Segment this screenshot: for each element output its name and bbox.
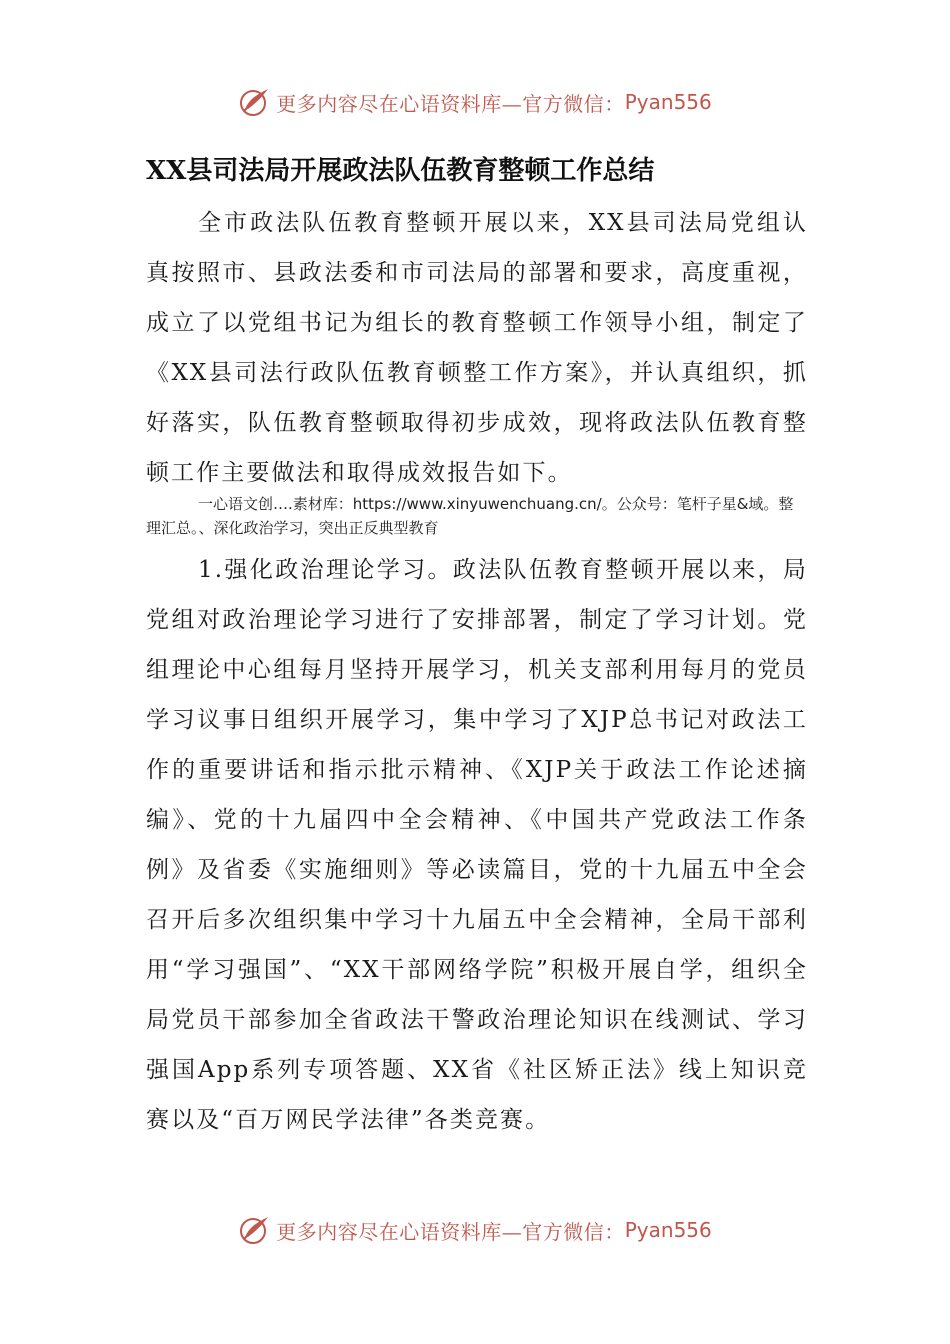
header-banner — [0, 82, 950, 122]
wechat-id: Pyan556 — [624, 90, 712, 114]
footer-banner — [0, 1210, 950, 1250]
pen-logo-icon — [238, 85, 272, 119]
study-paragraph: 1.强化政治理论学习。政法队伍教育整顿开展以来，局党组对政治理论学习进行了安排部署，制定了学习计划。党组理论中心组每月坚持开展学习，机关支部利用每月的党员学习议事日组织开展学习，集中学习了XJP总书记对政法工作的重要讲话和指示批示精神、《XJP关于政法工作论述摘编》、党的十九届四中全会精神、《中国共产党政法工作条例》及省委《实施细则》等必读篇目，党的十九届五中全会召开后多次组织集中学习十九届五中全会精神，全局干部利用“学习强国”、“XX干部网络学院”积极开展自学，组织全局党员干部参加全省政法干警政治理论知识在线测试、学习强国App系列专项答题、XX省《社区矫正法》线上知识竞赛以及“百万网民学法律”各类竞赛。 — [146, 557, 808, 1133]
banner-text: 更多内容尽在心语资料库—官方微信： — [276, 1219, 625, 1244]
pen-logo-icon — [238, 1213, 272, 1247]
wechat-id: Pyan556 — [624, 1218, 712, 1242]
source-note: 一心语文创….素材库：https://www.xinyuwenchuang.cn/。公众号：笔杆子星&域。整理汇总。、深化政治学习，突出正反典型教育 — [146, 495, 794, 537]
banner-text: 更多内容尽在心语资料库—官方微信： — [276, 91, 625, 116]
intro-paragraph: 全市政法队伍教育整顿开展以来，XX县司法局党组认真按照市、县政法委和市司法局的部署和要求，高度重视，成立了以党组书记为组长的教育整顿工作领导小组，制定了《XX县司法行政队伍教育顿整工作方案》，并认真组织，抓好落实，队伍教育整顿取得初步成效，现将政法队伍教育整顿工作主要做法和取得成效报告如下。 — [146, 210, 808, 486]
document-title: XX县司法局开展政法队伍教育整顿工作总结 — [146, 156, 655, 186]
